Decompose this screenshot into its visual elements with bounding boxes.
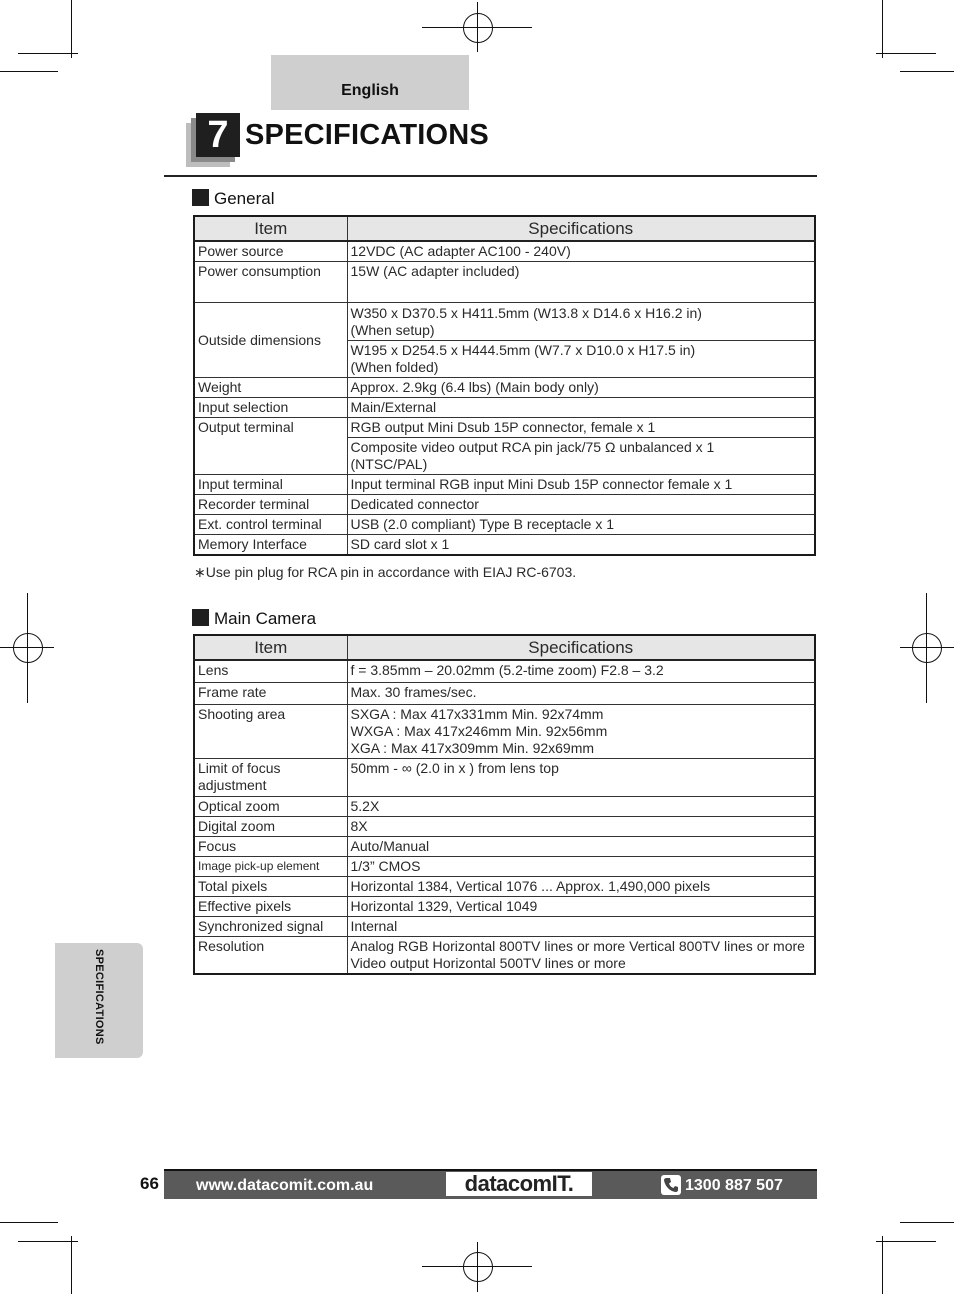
item-cell: Power consumption (194, 262, 347, 303)
brand-logo: datacomIT. (446, 1172, 592, 1196)
spec-cell (347, 936, 815, 974)
footer-url: www.datacomit.com.au (196, 1177, 374, 1194)
square-bullet-icon (192, 189, 209, 206)
item-cell: Outside dimensions (194, 303, 347, 378)
table-row (194, 660, 815, 682)
item-cell: Digital zoom (194, 816, 347, 836)
spec-cell: Internal (347, 916, 815, 936)
table-row (194, 495, 815, 515)
spec-line: SXGA : Max 417x331mm Min. 92x74mm (350, 705, 604, 722)
spec-line: (When setup) (350, 322, 435, 338)
spec-cell: 8X (347, 816, 815, 836)
spec-cell: Auto/Manual (347, 836, 815, 856)
item-cell: Lens (194, 660, 347, 682)
page-number: 66 (140, 1174, 159, 1193)
spec-line: (When folded) (350, 359, 439, 375)
page-title: SPECIFICATIONS (245, 119, 489, 151)
col-header-item: Item (194, 635, 347, 660)
table-row (194, 378, 815, 398)
table-row (194, 303, 815, 341)
title-divider (164, 175, 817, 177)
table-row (194, 836, 815, 856)
spec-cell (347, 303, 815, 341)
item-cell: Frame rate (194, 682, 347, 704)
table-row (194, 262, 815, 303)
table-row (194, 936, 815, 974)
chapter-badge (186, 113, 240, 167)
item-cell: Resolution (194, 936, 347, 974)
table-row (194, 398, 815, 418)
general-heading: General (192, 189, 274, 209)
spec-cell: Main/External (347, 398, 815, 418)
item-cell: Ext. control terminal (194, 515, 347, 535)
col-header-specifications: Specifications (347, 216, 815, 241)
item-cell: Synchronized signal (194, 916, 347, 936)
table-row (194, 896, 815, 916)
table-row (194, 916, 815, 936)
item-cell: Image pick-up element (194, 856, 347, 876)
table-header-row (194, 635, 815, 660)
table-header-row (194, 216, 815, 241)
item-cell: Effective pixels (194, 896, 347, 916)
main-camera-heading: Main Camera (192, 609, 316, 629)
footnote: ∗Use pin plug for RCA pin in accordance with EIAJ RC-6703. (194, 564, 577, 580)
item-cell: Output terminal (194, 418, 347, 475)
spec-line: Analog RGB Horizontal 800TV lines or more Vertical 800TV lines or more (350, 937, 805, 954)
spec-line: W195 x D254.5 x H444.5mm (W7.7 x D10.0 x H17.5 in) (350, 342, 696, 358)
table-row (194, 816, 815, 836)
spec-cell: 15W (AC adapter included) (347, 262, 815, 303)
spec-line: XGA : Max 417x309mm Min. 92x69mm (350, 739, 595, 756)
spec-cell: Approx. 2.9kg (6.4 lbs) (Main body only) (347, 378, 815, 398)
table-row (194, 241, 815, 262)
spec-cell: 5.2X (347, 796, 815, 816)
spec-line: WXGA : Max 417x246mm Min. 92x56mm (350, 722, 608, 739)
item-cell: Shooting area (194, 704, 347, 758)
item-cell: Optical zoom (194, 796, 347, 816)
square-bullet-icon (192, 609, 209, 626)
spec-cell (347, 341, 815, 378)
spec-cell: Max. 30 frames/sec. (347, 682, 815, 704)
table-row (194, 704, 815, 758)
table-row (194, 535, 815, 556)
item-cell: Memory Interface (194, 535, 347, 556)
spec-line: Composite video output RCA pin jack/75 Ω unbalanced x 1 (350, 439, 715, 455)
footer-phone: 1300 887 507 (685, 1177, 783, 1194)
spec-cell: Horizontal 1329, Vertical 1049 (347, 896, 815, 916)
spec-cell: RGB output Mini Dsub 15P connector, female x 1 (347, 418, 815, 438)
item-cell: Limit of focus adjustment (194, 758, 347, 796)
item-cell: Total pixels (194, 876, 347, 896)
spec-line: (NTSC/PAL) (350, 456, 428, 472)
table-row (194, 796, 815, 816)
col-header-item: Item (194, 216, 347, 241)
spec-cell: Dedicated connector (347, 495, 815, 515)
chapter-number: 7 (196, 113, 240, 157)
main-camera-spec-table (193, 634, 816, 975)
spec-line: W350 x D370.5 x H411.5mm (W13.8 x D14.6 x H16.2 in) (350, 305, 702, 321)
spec-line: Video output Horizontal 500TV lines or more (350, 954, 626, 971)
spec-cell: Input terminal RGB input Mini Dsub 15P connector female x 1 (347, 475, 815, 495)
spec-cell: Horizontal 1384, Vertical 1076 ... Approx. 1,490,000 pixels (347, 876, 815, 896)
item-cell: Weight (194, 378, 347, 398)
table-row (194, 418, 815, 438)
item-cell: Focus (194, 836, 347, 856)
spec-cell (347, 704, 815, 758)
section-side-tab (55, 943, 143, 1058)
spec-cell: USB (2.0 compliant) Type B receptacle x 1 (347, 515, 815, 535)
spec-cell (347, 438, 815, 475)
language-tab: English (271, 55, 469, 110)
col-header-specifications: Specifications (347, 635, 815, 660)
table-row (194, 758, 815, 796)
spec-cell: 1/3” CMOS (347, 856, 815, 876)
spec-cell: 12VDC (AC adapter AC100 - 240V) (347, 241, 815, 262)
item-cell: Power source (194, 241, 347, 262)
table-row (194, 475, 815, 495)
spec-cell: f = 3.85mm – 20.02mm (5.2-time zoom) F2.8 – 3.2 (347, 660, 815, 682)
spec-cell: 50mm - ∞ (2.0 in x ) from lens top (347, 758, 815, 796)
phone-icon (661, 1175, 681, 1195)
side-tab-label: SPECIFICATIONS (93, 949, 105, 1045)
table-row (194, 515, 815, 535)
spec-cell: SD card slot x 1 (347, 535, 815, 556)
table-row (194, 682, 815, 704)
table-row (194, 856, 815, 876)
item-cell: Input terminal (194, 475, 347, 495)
table-row (194, 876, 815, 896)
item-cell: Input selection (194, 398, 347, 418)
item-cell: Recorder terminal (194, 495, 347, 515)
general-spec-table (193, 215, 816, 556)
